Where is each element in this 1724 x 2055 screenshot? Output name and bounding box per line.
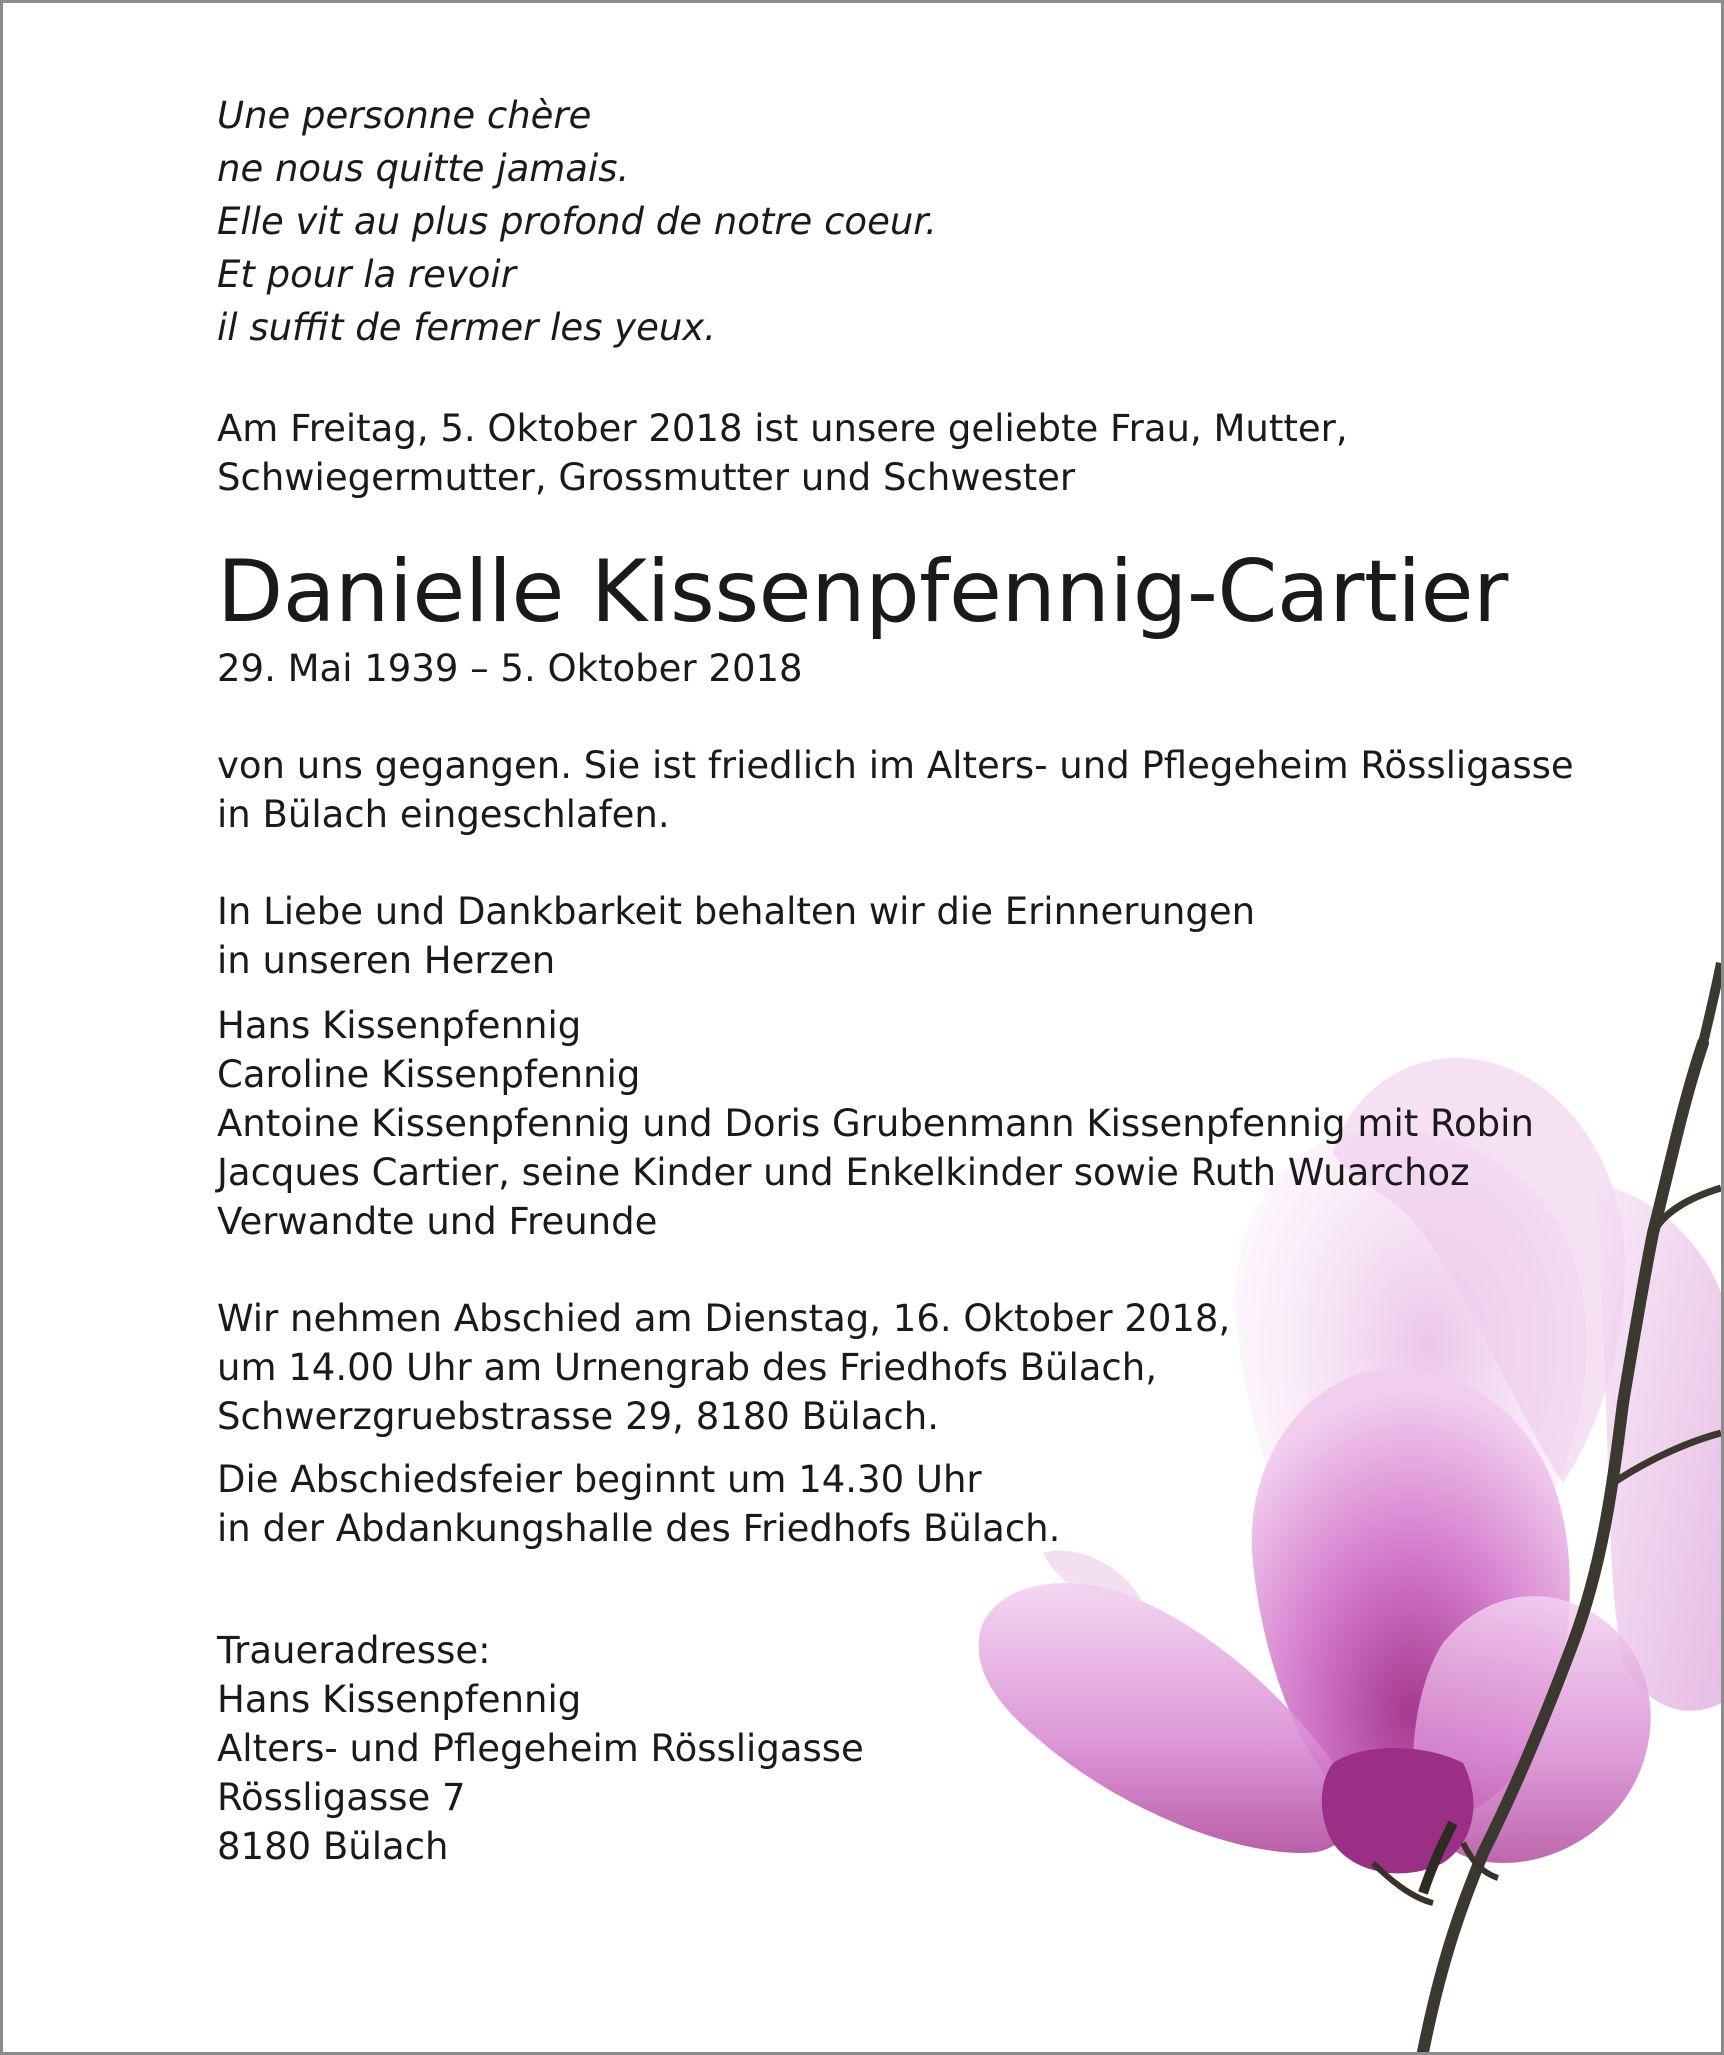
- stem-upper: [1703, 963, 1721, 1043]
- quote-line: Et pour la revoir: [217, 253, 516, 296]
- passing-line: von uns gegangen. Sie ist friedlich im Alters- und Pflegeheim Rössligasse: [217, 744, 1574, 787]
- ceremony-line: Die Abschiedsfeier beginnt um 14.30 Uhr: [217, 1458, 982, 1501]
- farewell-text: [217, 1294, 1577, 1441]
- announcement-line: Schwiegermutter, Grossmutter und Schwester: [217, 456, 1076, 499]
- deceased-name: Danielle Kissenpfennig-Cartier: [217, 542, 1508, 642]
- farewell-line: Schwerzgruebstrasse 29, 8180 Bülach.: [217, 1395, 939, 1438]
- quote-line: Une personne chère: [217, 94, 592, 137]
- memory-line: In Liebe und Dankbarkeit behalten wir die Erinnerungen: [217, 890, 1256, 933]
- french-quote: [217, 89, 1577, 354]
- quote-line: Elle vit au plus profond de notre coeur.: [217, 200, 937, 243]
- address-line: Traueradresse:: [217, 1629, 491, 1672]
- mourner-line: Jacques Cartier, seine Kinder und Enkelkinder sowie Ruth Wuarchoz: [217, 1151, 1470, 1194]
- mourner-line: Hans Kissenpfennig: [217, 1004, 582, 1047]
- notice-content: [217, 89, 1577, 1871]
- quote-line: ne nous quitte jamais.: [217, 147, 630, 190]
- mourner-line: Verwandte und Freunde: [217, 1200, 658, 1243]
- memory-line: in unseren Herzen: [217, 939, 556, 982]
- address-line: Alters- und Pflegeheim Rössligasse: [217, 1727, 864, 1770]
- announcement-text: [217, 404, 1577, 502]
- passing-line: in Bülach eingeschlafen.: [217, 793, 670, 836]
- farewell-line: Wir nehmen Abschied am Dienstag, 16. Oktober 2018,: [217, 1297, 1231, 1340]
- quote-line: il suffit de fermer les yeux.: [217, 306, 716, 349]
- mourners-list: [217, 1001, 1577, 1246]
- mourning-address: [217, 1626, 1577, 1871]
- address-line: 8180 Bülach: [217, 1825, 449, 1868]
- announcement-line: Am Freitag, 5. Oktober 2018 ist unsere geliebte Frau, Mutter,: [217, 407, 1348, 450]
- ceremony-line: in der Abdankungshalle des Friedhofs Bülach.: [217, 1507, 1061, 1550]
- mourner-line: Caroline Kissenpfennig: [217, 1053, 641, 1096]
- mourner-line: Antoine Kissenpfennig und Doris Grubenmann Kissenpfennig mit Robin: [217, 1102, 1534, 1145]
- ceremony-text: [217, 1455, 1577, 1553]
- farewell-line: um 14.00 Uhr am Urnengrab des Friedhofs Bülach,: [217, 1346, 1157, 1389]
- address-line: Rössligasse 7: [217, 1776, 466, 1819]
- memory-text: [217, 887, 1577, 985]
- address-line: Hans Kissenpfennig: [217, 1678, 582, 1721]
- passing-text: [217, 741, 1577, 839]
- life-dates: 29. Mai 1939 – 5. Oktober 2018: [217, 647, 803, 690]
